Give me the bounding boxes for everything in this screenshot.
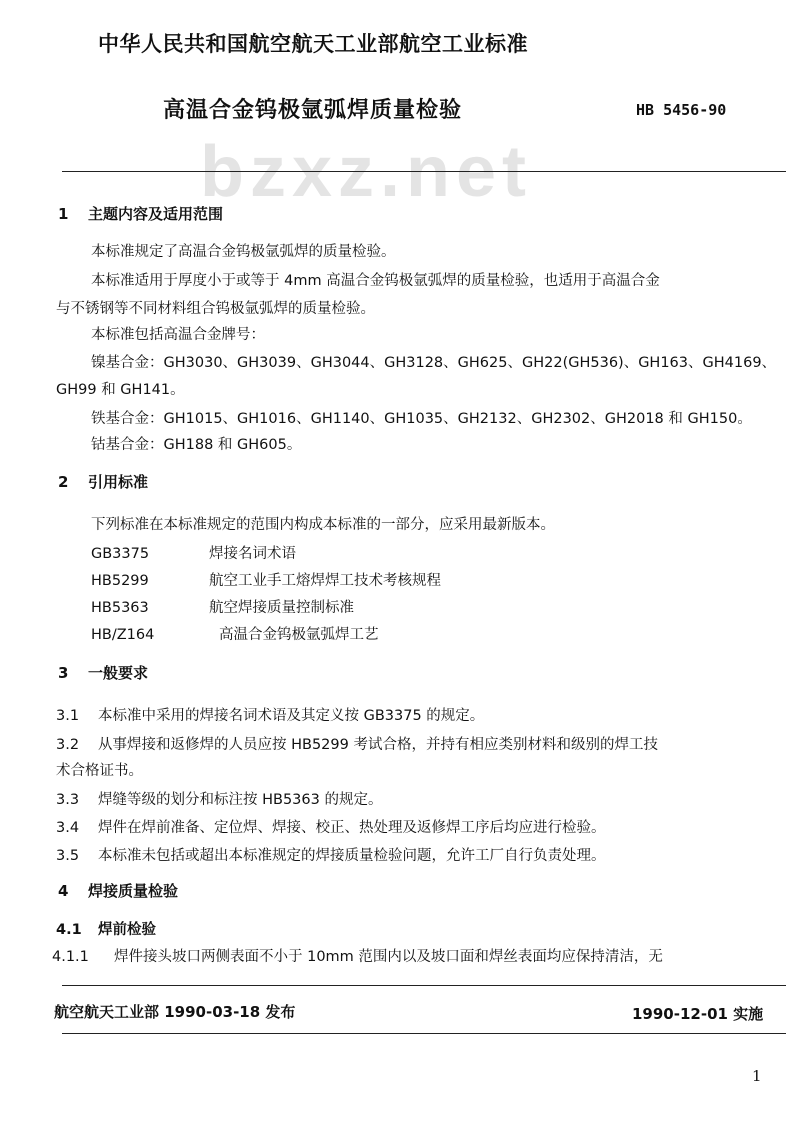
section-1-iron-alloys: 铁基合金：GH1015、GH1016、GH1140、GH1035、GH2132、GH2302、GH2018 和 GH150。 — [91, 411, 752, 427]
section-4-title: 焊接质量检验 — [88, 882, 179, 900]
document-title: 高温合金钨极氩弧焊质量检验 — [163, 98, 463, 123]
clause-text: 从事焊接和返修焊的人员应按 HB5299 考试合格，并持有相应类别材料和级别的焊工技 — [98, 737, 658, 753]
clause-text: 本标准中采用的焊接名词术语及其定义按 GB3375 的规定。 — [98, 708, 485, 724]
footer-bottom-divider — [62, 1033, 786, 1034]
reference-name: 航空工业手工熔焊焊工技术考核规程 — [209, 573, 441, 589]
clause-text: 本标准未包括或超出本标准规定的焊接质量检验问题，允许工厂自行负责处理。 — [98, 848, 606, 864]
clause-3-3 — [56, 788, 382, 809]
issue-date: 航空航天工业部 1990-03-18 发布 — [54, 1003, 296, 1021]
reference-name: 航空焊接质量控制标准 — [209, 600, 354, 616]
watermark: bzxz.net — [200, 132, 533, 212]
effective-date: 1990-12-01 实施 — [632, 1005, 764, 1023]
section-1-title: 主题内容及适用范围 — [88, 205, 224, 223]
reference-row — [91, 596, 354, 617]
reference-code: HB5299 — [91, 573, 149, 589]
reference-code: GB3375 — [91, 546, 150, 562]
clause-4-1-1 — [52, 945, 663, 966]
issuing-organization: 中华人民共和国航空航天工业部航空工业标准 — [98, 32, 528, 56]
clause-text: 焊件接头坡口两侧表面不小于 10mm 范围内以及坡口面和焊丝表面均应保持清洁，无 — [114, 949, 663, 965]
clause-3-4 — [56, 816, 606, 837]
section-1-nickel-alloys: 镍基合金：GH3030、GH3039、GH3044、GH3128、GH625、GH22(GH536)、GH163、GH4169、 — [91, 355, 777, 371]
clause-3-1 — [56, 704, 484, 725]
reference-code: HB/Z164 — [91, 627, 155, 643]
section-1-para-2-cont: 与不锈钢等不同材料组合钨极氩弧焊的质量检验。 — [56, 301, 375, 317]
reference-row — [91, 569, 441, 590]
standard-code: HB 5456-90 — [636, 101, 727, 119]
subsection-4-1-heading — [56, 918, 156, 939]
section-1-cobalt-alloys: 钴基合金：GH188 和 GH605。 — [91, 437, 302, 453]
section-2-title: 引用标准 — [88, 473, 149, 491]
clause-number: 3.1 — [56, 708, 80, 724]
section-4-number: 4 — [58, 882, 69, 900]
header-divider — [62, 171, 786, 172]
clause-number: 3.3 — [56, 792, 80, 808]
clause-text: 焊缝等级的划分和标注按 HB5363 的规定。 — [98, 792, 383, 808]
clause-number: 3.5 — [56, 848, 80, 864]
reference-row — [91, 623, 379, 644]
section-1-para-3: 本标准包括高温合金牌号： — [91, 327, 265, 343]
clause-text: 焊件在焊前准备、定位焊、焊接、校正、热处理及返修焊工序后均应进行检验。 — [98, 820, 606, 836]
section-1-heading — [58, 203, 223, 224]
section-1-para-1: 本标准规定了高温合金钨极氩弧焊的质量检验。 — [91, 244, 396, 260]
section-3-heading — [58, 662, 148, 683]
footer-divider — [62, 985, 786, 986]
reference-row — [91, 542, 296, 563]
clause-number: 3.2 — [56, 737, 80, 753]
clause-3-2 — [56, 733, 658, 754]
reference-name: 焊接名词术语 — [209, 546, 296, 562]
section-3-title: 一般要求 — [88, 664, 149, 682]
section-3-number: 3 — [58, 664, 69, 682]
section-1-nickel-alloys-cont: GH99 和 GH141。 — [56, 382, 185, 398]
reference-code: HB5363 — [91, 600, 149, 616]
reference-name: 高温合金钨极氩弧焊工艺 — [219, 627, 379, 643]
subsection-number: 4.1 — [56, 922, 82, 938]
section-1-para-2: 本标准适用于厚度小于或等于 4mm 高温合金钨极氩弧焊的质量检验，也适用于高温合金 — [91, 273, 660, 289]
section-2-intro: 下列标准在本标准规定的范围内构成本标准的一部分，应采用最新版本。 — [91, 517, 555, 533]
clause-3-5 — [56, 844, 606, 865]
page-number: 1 — [752, 1067, 762, 1085]
clause-number: 3.4 — [56, 820, 80, 836]
section-4-heading — [58, 880, 178, 901]
subsection-title: 焊前检验 — [98, 922, 156, 938]
clause-number: 4.1.1 — [52, 949, 89, 965]
section-1-number: 1 — [58, 205, 69, 223]
section-2-number: 2 — [58, 473, 69, 491]
section-2-heading — [58, 471, 148, 492]
clause-3-2-cont: 术合格证书。 — [56, 763, 143, 779]
